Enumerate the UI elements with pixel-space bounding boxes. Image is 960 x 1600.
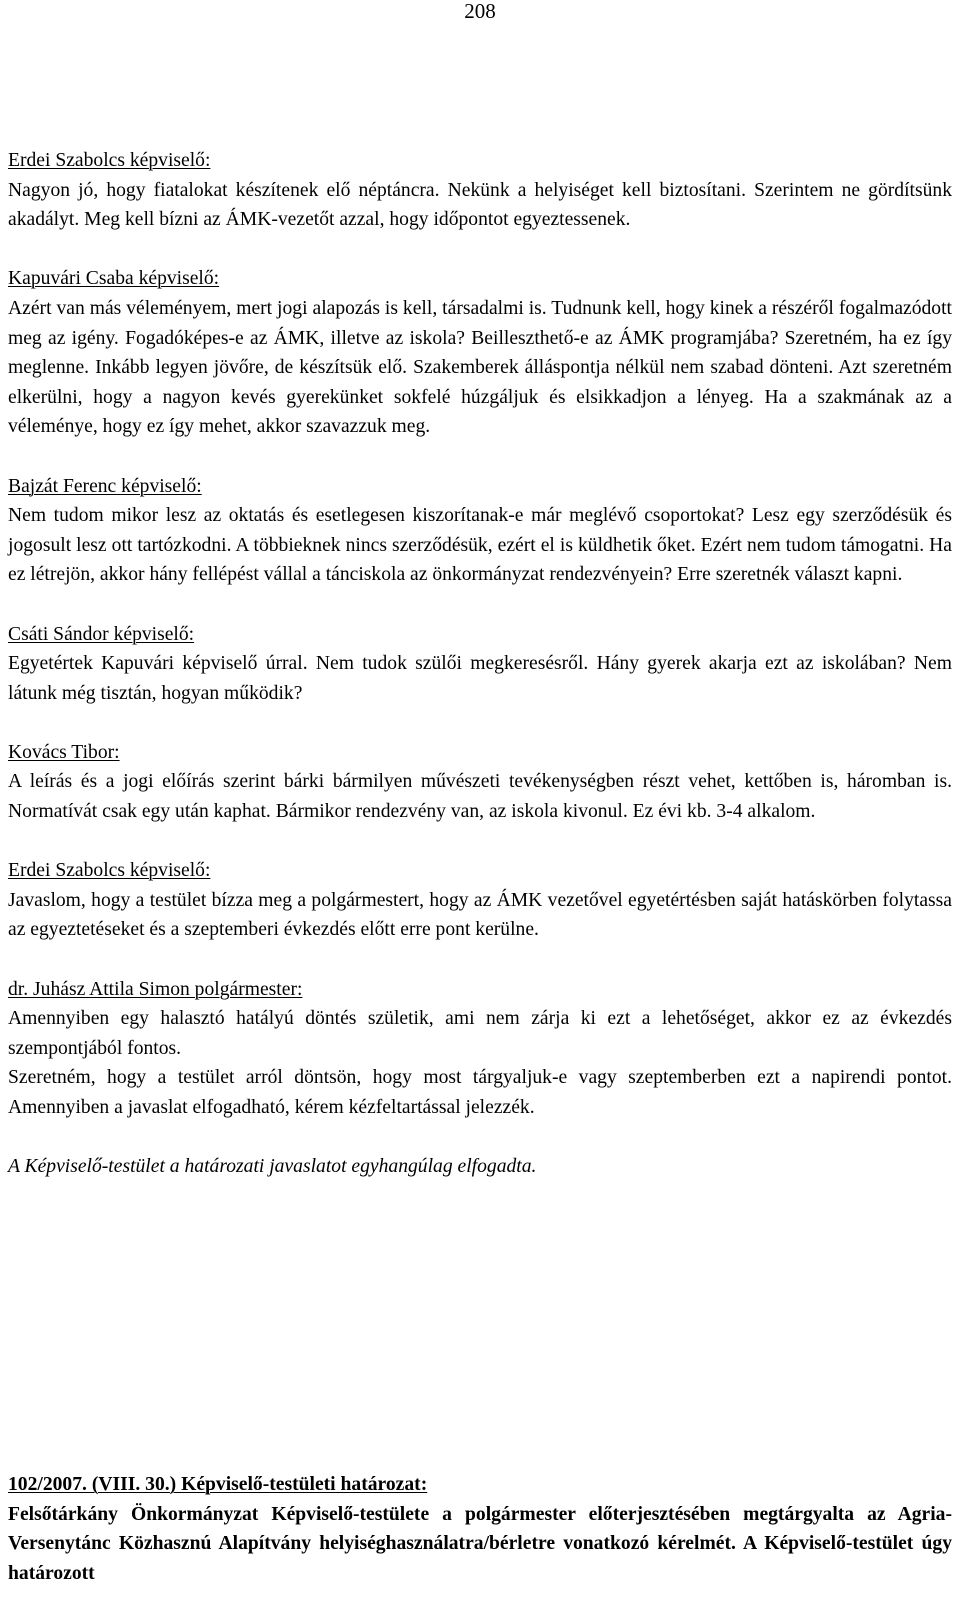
minutes-content — [8, 146, 952, 1182]
speaker-name: Bajzát Ferenc képviselő: — [8, 475, 202, 497]
resolution-title: 102/2007. (VIII. 30.) Képviselő-testületi határozat: — [8, 1474, 428, 1495]
speaker-name: Erdei Szabolcs képviselő: — [8, 150, 211, 171]
speaker-name: Kapuvári Csaba képviselő: — [8, 268, 220, 290]
speech-block — [8, 264, 952, 442]
resolution — [8, 1470, 952, 1588]
speech-text: Javaslom, hogy a testület bízza meg a polgármestert, hogy az ÁMK vezetővel egyetértésben saját hatáskörben folytassa az egyeztetéseket és a szeptemberi évkezdés előtt erre pont kerülne. — [8, 889, 952, 941]
speech-text-continued: Szeretném, hogy a testület arról döntsön, hogy most tárgyaljuk-e vagy szeptemberben ezt a napirendi pontot. Amennyiben a javaslat elfogadható, kérem kézfeltartással jelezzék. — [8, 1067, 952, 1118]
speech-text: Amennyiben egy halasztó hatályú döntés születik, ami nem zárja ki ezt a lehetőséget, akkor ez az évkezdés szempontjából fontos. — [8, 1008, 952, 1059]
speech-block — [8, 975, 952, 1123]
speech-block — [8, 620, 952, 709]
speech-block — [8, 472, 952, 590]
speech-text: Egyetértek Kapuvári képviselő úrral. Nem tudok szülői megkeresésről. Hány gyerek akarja ezt az iskolában? Nem látunk még tisztán, hogyan működik? — [8, 653, 952, 704]
speech-text: Nem tudom mikor lesz az oktatás és esetlegesen kiszorítanak-e már meglévő csoportokat? Lesz egy szerződésük és jogosult lesz ott tartózkodni. A többieknek nincs szerződésük, ezért el is küldhetik őket. Ezért nem tudom támogatni. Ha ez létrejön, akkor hány fellépést vállal a tánciskola az önkormányzat rendezvényein? Erre szeretnék választ kapni. — [8, 505, 952, 586]
speech-text: Nagyon jó, hogy fiatalokat készítenek elő néptáncra. Nekünk a helyiséget kell biztosítani. Szerintem ne gördítsünk akadályt. Meg kell bízni az ÁMK-vezetőt azzal, hogy időpontot egyeztessenek. — [8, 179, 952, 231]
resolution-body: Felsőtárkány Önkormányzat Képviselő-testülete a polgármester előterjesztésében megtárgyalta az Agria-Versenytánc Közhasznú Alapítvány helyiséghasználatra/bérletre vonatkozó kérelmét. A Képviselő-testület úgy határozott — [8, 1503, 952, 1584]
speech-block — [8, 146, 952, 235]
decision-note: A Képviselő-testület a határozati javaslatot egyhangúlag elfogadta. — [8, 1156, 537, 1178]
page-number: 208 — [464, 0, 496, 23]
speaker-name: dr. Juhász Attila Simon polgármester: — [8, 978, 303, 1000]
speech-block — [8, 856, 952, 945]
speaker-name: Erdei Szabolcs képviselő: — [8, 860, 211, 882]
speech-text: Azért van más véleményem, mert jogi alapozás is kell, társadalmi is. Tudnunk kell, hogy kinek a részéről fogalmazódott meg az igény. Fogadóképes-e az ÁMK, illetve az iskola? Beilleszthető-e az ÁMK programjába? Szeretném, ha ez így meglenne. Inkább legyen jövőre, de készítsük elő. Szakemberek álláspontja nélkül nem szabad dönteni. Azt szeretném elkerülni, hogy a nagyon kevés gyerekünket sokfelé húzgáljuk és elsikkadjon a lényeg. Ha a szakmának az a véleménye, hogy ez így mehet, akkor szavazzuk meg. — [8, 297, 952, 438]
speaker-name: Csáti Sándor képviselő: — [8, 623, 195, 645]
speaker-name: Kovács Tibor: — [8, 741, 120, 763]
speech-text: A leírás és a jogi előírás szerint bárki bármilyen művészeti tevékenységben részt vehet, kettőben is, háromban is. Normatívát csak egy után kaphat. Bármikor rendezvény van, az iskola kivonul. Ez évi kb. 3-4 alkalom. — [8, 771, 952, 823]
speech-block — [8, 738, 952, 827]
